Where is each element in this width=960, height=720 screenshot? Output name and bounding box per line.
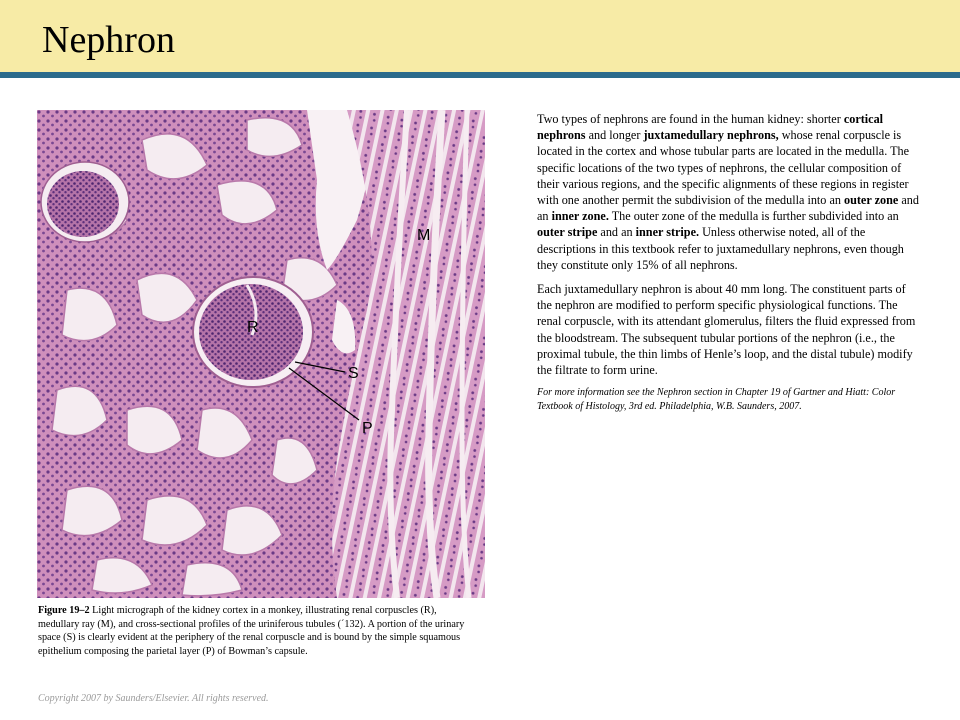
term-inner-stripe: inner stripe. xyxy=(635,225,700,240)
label-m: M xyxy=(417,227,431,244)
term-outer-zone: outer zone xyxy=(844,193,899,208)
label-s: S xyxy=(348,365,359,382)
paragraph-2: Each juxtamedullary nephron is about 40 mm long. The constituent parts of the nephron are modified to perform specific physiological functions. The renal corpuscle, with its attendant glomerulus, filters the fluid expressed from the bloodstream. The subsequent tubular portions of the nephron (i.e., the proximal tubule, the thin limbs of Henle’s loop, and the distal tubule) modify the filtrate to form urine. xyxy=(537,282,916,378)
copyright-notice: Copyright 2007 by Saunders/Elsevier. All rights reserved. xyxy=(38,693,269,704)
term-inner-zone: inner zone. xyxy=(551,209,609,224)
term-outer-stripe: outer stripe xyxy=(537,225,598,240)
label-r: R xyxy=(247,319,259,336)
paragraph-1: Two types of nephrons are found in the human kidney: shorter cortical nephrons and longer juxtamedullary nephrons, whose renal corpuscle is located in the cortex and whose tubular parts are located in the medulla. The specific locations of the two types of nephrons, the cellular composition of their various regions, and the specific alignments of these regions in register with one another permit the subdivision of the medulla into an outer zone and an inner zone. The outer zone of the medulla is further subdivided into an outer stripe and an inner stripe. Unless otherwise noted, all of the descriptions in this textbook refer to juxtamedullary nephrons, even though they constitute only 15% of all nephrons. xyxy=(537,112,919,272)
title-rule xyxy=(0,72,960,78)
reference-note: For more information see the Nephron section in Chapter 19 of Gartner and Hiatt: Color Textbook of Histology, 3rd ed. Philadelphia, W.B. Saunders, 2007. xyxy=(537,387,896,413)
label-p: P xyxy=(362,420,373,437)
figure-label: Figure 19–2 xyxy=(38,605,90,616)
small-renal-corpuscle xyxy=(41,162,129,242)
figure-caption xyxy=(38,604,478,658)
slide-title: Nephron xyxy=(42,19,175,61)
term-cortical-nephrons: cortical nephrons xyxy=(537,112,884,143)
term-juxtamedullary-nephrons: juxtamedullary nephrons, xyxy=(643,128,779,143)
caption-text: Light micrograph of the kidney cortex in a monkey, illustrating renal corpuscles (R), medullary ray (M), and cross-sectional profiles of the uriniferous tubules (´132). A portion of the urinary space (S) is clearly evident at the periphery of the renal corpuscle and is bound by the simple squamous epithelium composing the parietal layer (P) of Bowman’s capsule. xyxy=(38,605,465,657)
body-text xyxy=(537,111,923,422)
kidney-micrograph xyxy=(37,110,485,598)
